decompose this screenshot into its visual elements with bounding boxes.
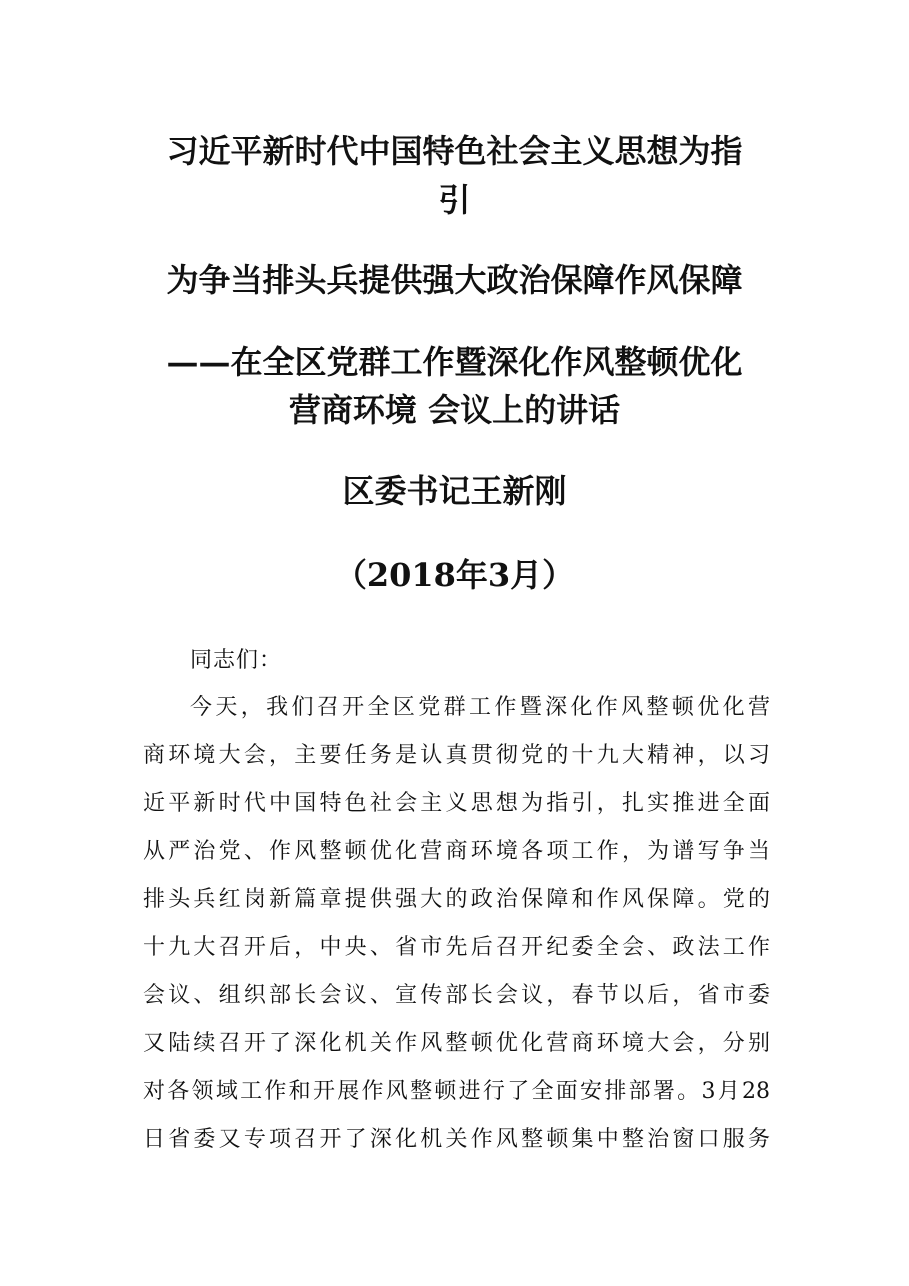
date-line: （2018年3月） (334, 556, 575, 594)
body-line-3: 近平新时代中国特色社会主义思想为指引，扎实推进全面 (143, 791, 770, 816)
body-line-10: 日省委又专项召开了深化机关作风整顿集中整治窗口服务 (143, 1127, 770, 1152)
body-line-8: 又陆续召开了深化机关作风整顿优化营商环境大会，分别 (143, 1031, 770, 1056)
occasion-line-1: ——在全区党群工作暨深化作风整顿优化 (166, 343, 743, 381)
speaker-line: 区委书记王新刚 (342, 472, 567, 510)
occasion-line-2: 营商环境 会议上的讲话 (288, 391, 621, 429)
title-line-1: 习近平新时代中国特色社会主义思想为指 (166, 132, 743, 170)
body-line-9: 对各领域工作和开展作风整顿进行了全面安排部署。3月28 (143, 1079, 770, 1104)
title-line-2: 引 (438, 181, 471, 219)
salutation: 同志们： (190, 648, 283, 673)
body-line-5: 排头兵红岗新篇章提供强大的政治保障和作风保障。党的 (143, 887, 770, 912)
body-line-1: 今天，我们召开全区党群工作暨深化作风整顿优化营 (190, 695, 770, 720)
body-line-7: 会议、组织部长会议、宣传部长会议，春节以后，省市委 (143, 983, 770, 1008)
body-line-6: 十九大召开后，中央、省市先后召开纪委全会、政法工作 (143, 935, 770, 960)
body-line-2: 商环境大会，主要任务是认真贯彻党的十九大精神，以习 (143, 743, 770, 768)
subtitle-line: 为争当排头兵提供强大政治保障作风保障 (166, 261, 743, 299)
body-line-4: 从严治党、作风整顿优化营商环境各项工作，为谱写争当 (143, 839, 770, 864)
